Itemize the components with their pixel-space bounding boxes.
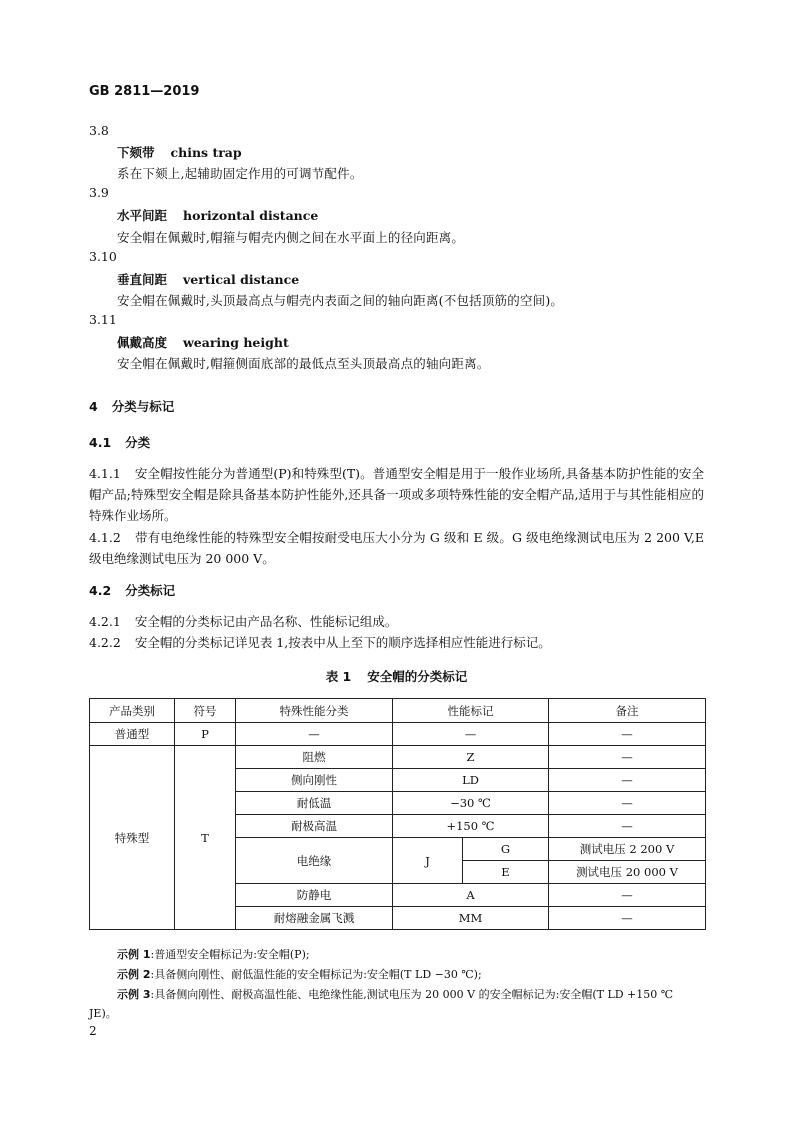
cell-symbol: T	[175, 746, 236, 930]
cell-remark: —	[549, 746, 706, 769]
paragraph-4-1-2: 4.1.2 带有电绝缘性能的特殊型安全帽按耐受电压大小分为 G 级和 E 级。G 级电绝缘测试电压为 2 200 V,E 级电绝缘测试电压为 20 000 V。	[89, 530, 704, 566]
header-remark: 备注	[549, 699, 706, 723]
cell-mark: −30 ℃	[393, 792, 549, 815]
header-category: 产品类别	[90, 699, 175, 723]
cell-special: —	[236, 723, 393, 746]
cell-mark: LD	[393, 769, 549, 792]
header-mark: 性能标记	[393, 699, 549, 723]
cell-symbol: P	[175, 723, 236, 746]
term-zh: 佩戴高度	[117, 335, 168, 350]
cell-remark: 测试电压 2 200 V	[549, 838, 706, 861]
cell-remark: —	[549, 907, 706, 930]
cell-special: 耐熔融金属飞溅	[236, 907, 393, 930]
cell-mark: +150 ℃	[393, 815, 549, 838]
term-definition: 安全帽在佩戴时,帽箍与帽壳内侧之间在水平面上的径向距离。	[117, 230, 465, 245]
cell-special: 耐低温	[236, 792, 393, 815]
table-header-row	[90, 699, 706, 723]
term-title	[117, 270, 299, 288]
section-heading-4-1: 4.1 分类	[89, 435, 151, 450]
cell-level: E	[463, 861, 549, 884]
term-number: 3.11	[89, 312, 117, 327]
term-en: wearing height	[183, 335, 289, 350]
cell-level: G	[463, 838, 549, 861]
term-definition: 安全帽在佩戴时,头顶最高点与帽壳内表面之间的轴向距离(不包括顶筋的空间)。	[117, 293, 564, 308]
term-number: 3.8	[89, 123, 109, 138]
cell-remark: —	[549, 884, 706, 907]
term-title	[117, 143, 242, 161]
cell-remark: —	[549, 815, 706, 838]
term-title	[117, 333, 289, 351]
cell-mark: J	[393, 838, 463, 884]
page-number: 2	[89, 1024, 97, 1038]
example-3: 示例 3:具备侧向刚性、耐极高温性能、电绝缘性能,测试电压为 20 000 V 的安全帽标记为:安全帽(T LD +150 ℃	[117, 988, 674, 1001]
paragraph-4-2-1: 4.2.1 安全帽的分类标记由产品名称、性能标记组成。	[89, 614, 398, 629]
cell-special: 侧向刚性	[236, 769, 393, 792]
table-row	[90, 723, 706, 746]
section-heading-4-2: 4.2 分类标记	[89, 583, 176, 598]
cell-remark: —	[549, 792, 706, 815]
cell-remark: —	[549, 723, 706, 746]
cell-remark: 测试电压 20 000 V	[549, 861, 706, 884]
cell-special: 阻燃	[236, 746, 393, 769]
term-definition: 安全帽在佩戴时,帽箍侧面底部的最低点至头顶最高点的轴向距离。	[117, 356, 490, 371]
term-zh: 水平间距	[117, 208, 168, 223]
table-row	[90, 746, 706, 769]
term-number: 3.10	[89, 249, 117, 264]
cell-special: 电绝缘	[236, 838, 393, 884]
cell-special: 耐极高温	[236, 815, 393, 838]
example-2: 示例 2:具备侧向刚性、耐低温性能的安全帽标记为:安全帽(T LD −30 ℃);	[117, 968, 482, 981]
term-definition: 系在下颏上,起辅助固定作用的可调节配件。	[117, 166, 363, 181]
term-number: 3.9	[89, 185, 109, 200]
cell-mark: —	[393, 723, 549, 746]
classification-table	[89, 698, 706, 930]
cell-category: 普通型	[90, 723, 175, 746]
section-heading-4: 4 分类与标记	[89, 399, 175, 414]
term-zh: 垂直间距	[117, 272, 168, 287]
cell-mark: A	[393, 884, 549, 907]
cell-mark: Z	[393, 746, 549, 769]
cell-mark: MM	[393, 907, 549, 930]
term-zh: 下颏带	[117, 145, 155, 160]
header-symbol: 符号	[175, 699, 236, 723]
paragraph-4-1-1: 4.1.1 安全帽按性能分为普通型(P)和特殊型(T)。普通型安全帽是用于一般作业场所,具备基本防护性能的安全帽产品;特殊型安全帽是除具备基本防护性能外,还具备一项或多项特殊性能的安全帽产品,适用于与其性能相应的特殊作业场所。	[89, 466, 704, 523]
example-1: 示例 1:普通型安全帽标记为:安全帽(P);	[117, 948, 310, 961]
standard-code: GB 2811—2019	[89, 84, 200, 99]
paragraph-4-2-2: 4.2.2 安全帽的分类标记详见表 1,按表中从上至下的顺序选择相应性能进行标记。	[89, 635, 551, 650]
term-en: chins trap	[170, 145, 242, 160]
cell-special: 防静电	[236, 884, 393, 907]
term-en: horizontal distance	[183, 208, 319, 223]
header-special: 特殊性能分类	[236, 699, 393, 723]
term-en: vertical distance	[183, 272, 300, 287]
term-title	[117, 206, 318, 224]
table-caption: 表 1 安全帽的分类标记	[325, 669, 468, 684]
cell-category: 特殊型	[90, 746, 175, 930]
cell-remark: —	[549, 769, 706, 792]
example-3-continuation: JE)。	[89, 1007, 117, 1020]
